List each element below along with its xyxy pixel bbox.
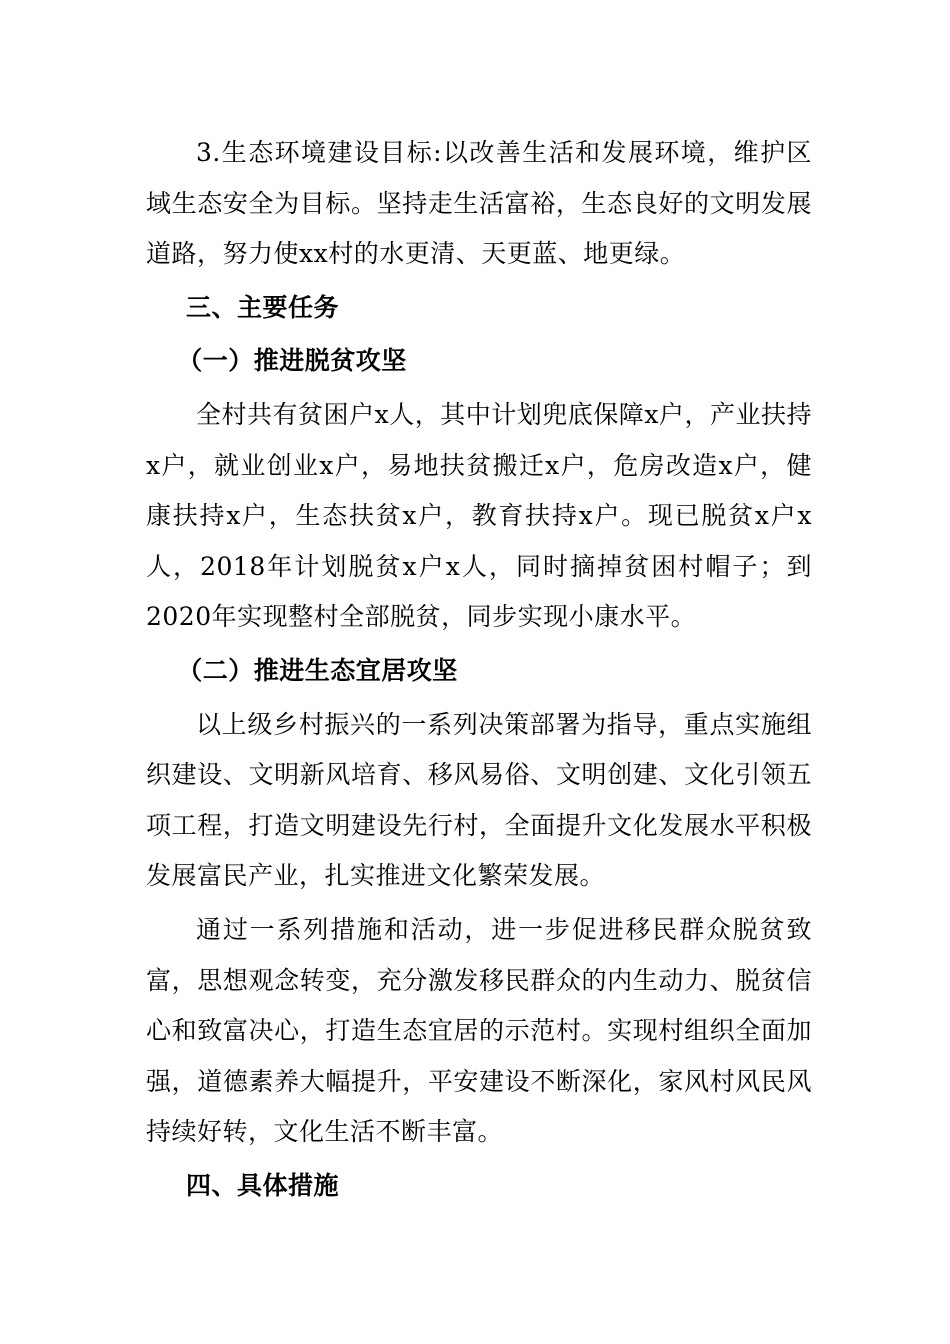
paragraph-measures-outcome: 通过一系列措施和活动，进一步促进移民群众脱贫致富，思想观念转变，充分激发移民群众的内生动力、脱贫信心和致富决心，打造生态宜居的示范村。实现村组织全面加强，道德素养大幅提升，平安建设不断深化，家风村风民风持续好转，文化生活不断丰富。 bbox=[146, 914, 812, 1147]
paragraph-culture: 以上级乡村振兴的一系列决策部署为指导，重点实施组织建设、文明新风培育、移风易俗、文明创建、文化引领五项工程，打造文明建设先行村，全面提升文化发展水平积极发展富民产业，扎实推进文化繁荣发展。 bbox=[146, 709, 812, 891]
subsection-heading-poverty: （一）推进脱贫攻坚 bbox=[177, 346, 407, 376]
paragraph-ecology-goal: 3.生态环境建设目标:以改善生活和发展环境，维护区域生态安全为目标。坚持走生活富裕，生态良好的文明发展道路，努力使xx村的水更清、天更蓝、地更绿。 bbox=[146, 138, 812, 269]
section-heading-main-tasks: 三、主要任务 bbox=[186, 292, 340, 322]
subsection-heading-livable: （二）推进生态宜居攻坚 bbox=[177, 655, 458, 685]
document-body bbox=[146, 128, 812, 1211]
paragraph-poverty: 全村共有贫困户x人，其中计划兜底保障x户，产业扶持x户，就业创业x户，易地扶贫搬迁x户，危房改造x户，健康扶持x户，生态扶贫x户，教育扶持x户。现已脱贫x户x人，2018年计划脱贫x户x人，同时摘掉贫困村帽子；到2020年实现整村全部脱贫，同步实现小康水平。 bbox=[146, 399, 812, 632]
section-heading-specific-measures: 四、具体措施 bbox=[186, 1170, 340, 1200]
